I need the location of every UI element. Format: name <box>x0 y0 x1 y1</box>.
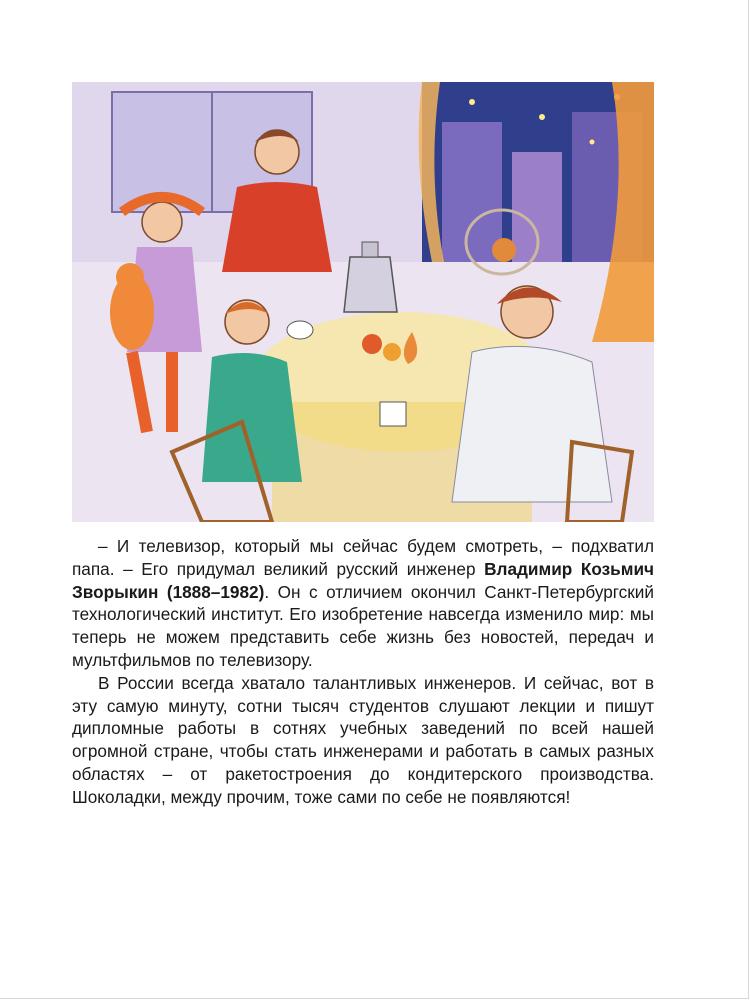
paragraph-1-part-2: . Он с отличием окончил Санкт-Петербургский технологический институт. Его изобретение навсегда изменило мир: мы теперь не можем представить себе жизнь без новостей, передач и мультфильмов по телевизору. <box>72 581 654 670</box>
star-4 <box>590 140 595 145</box>
star-1 <box>469 99 475 105</box>
boy-body <box>202 353 302 482</box>
girl-head <box>142 202 182 242</box>
teapot <box>344 257 397 312</box>
orange <box>383 343 401 361</box>
teapot-lid <box>362 242 378 257</box>
inventor-name: Владимир Козьмич Зворыкин (1888–1982) <box>72 558 654 602</box>
hamster <box>492 238 516 262</box>
paragraph-1-part-1: – И телевизор, который мы сейчас будем смотреть, – подхватил папа. – Его придумал великий русский инженер <box>72 536 654 579</box>
paragraph-1 <box>72 535 654 672</box>
story-text <box>72 535 654 809</box>
paragraph-2: В России всегда хватало талантливых инженеров. И сейчас, вот в эту самую минуту, сотни тысяч студентов слушают лекции и пишут дипломные работы в сотнях учебных заведений по всей нашей огромной стране, чтобы стать инженерами и работать в самых разных областях – от ракетостроения до кондитерского производства. Шоколадки, между прочим, тоже сами по себе не появляются! <box>72 672 654 807</box>
star-2 <box>539 114 545 120</box>
watercolor-illustration <box>72 82 654 522</box>
building-1 <box>442 122 502 262</box>
mom-body <box>452 346 612 502</box>
dad-body <box>222 182 332 272</box>
apple <box>362 334 382 354</box>
cup-1 <box>287 321 313 339</box>
cat-head <box>116 263 144 291</box>
family-illustration <box>72 82 654 522</box>
cup-2 <box>380 402 406 426</box>
